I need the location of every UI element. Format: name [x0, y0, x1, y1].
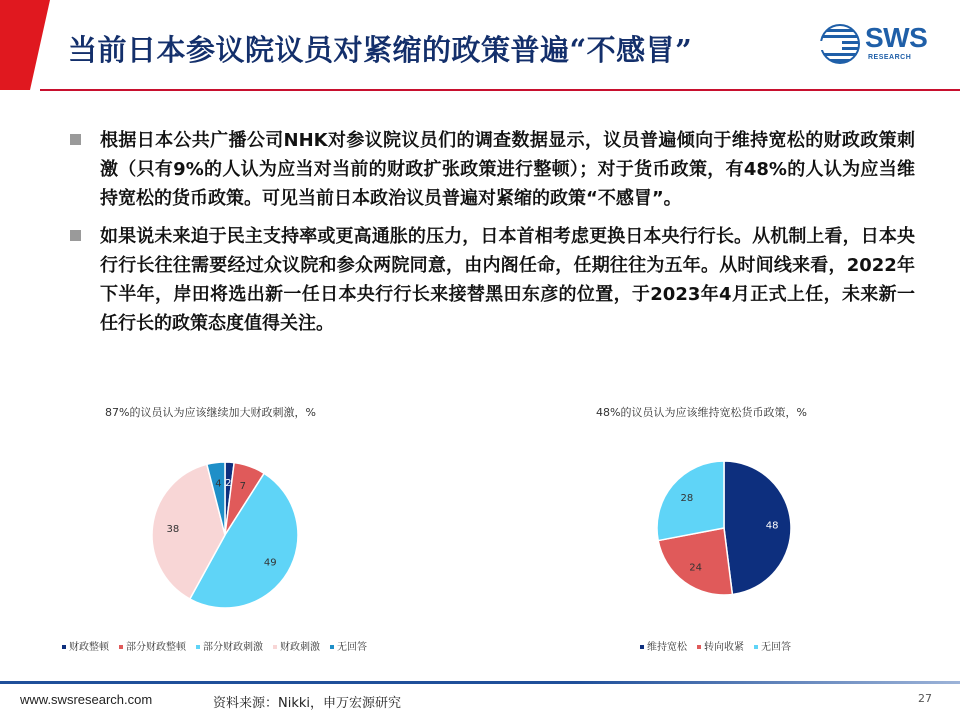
- chart-monetary-legend: [640, 638, 801, 653]
- bullet-text: 如果说未来迫于民主支持率或更高通胀的压力，日本首相考虑更换日本央行行长。从机制上看，日本央行行长往往需要经过众议院和参众两院同意，由内阁任命，任期往往为五年。从时间线来看，2022年下半年，岸田将选出新一任日本央行行长来接替黑田东彦的位置，于2023年4月正式上任，未来新一任行长的政策态度值得关注。: [100, 226, 915, 334]
- legend-label: 财政整顿: [69, 642, 109, 653]
- legend-item-1-0: [640, 638, 687, 653]
- legend-label: 无回答: [761, 642, 791, 653]
- sws-logo: [820, 22, 940, 70]
- legend-item-0-0: [62, 638, 109, 653]
- legend-item-0-3: [273, 638, 320, 653]
- legend-swatch-icon: [119, 645, 123, 649]
- pie-label-0-1: 7: [239, 481, 246, 493]
- pie-label-1-0: 48: [765, 520, 779, 532]
- footer-divider: [0, 681, 960, 684]
- page-title: 当前日本参议院议员对紧缩的政策普遍“不感冒”: [68, 33, 693, 67]
- chart-fiscal-title: 87%的议员认为应该继续加大财政刺激，%: [105, 406, 316, 419]
- pie-label-0-2: 49: [263, 557, 277, 569]
- legend-swatch-icon: [273, 645, 277, 649]
- bullet-square-icon: [70, 134, 81, 145]
- legend-swatch-icon: [640, 645, 644, 649]
- pie-label-0-0: 2: [225, 478, 232, 490]
- legend-label: 部分财政刺激: [203, 642, 263, 653]
- legend-item-0-1: [119, 638, 186, 653]
- logo-subtitle: RESEARCH: [868, 54, 912, 61]
- logo-globe-icon: [820, 22, 860, 66]
- legend-item-0-2: [196, 638, 263, 653]
- legend-label: 无回答: [337, 642, 367, 653]
- legend-item-1-2: [754, 638, 791, 653]
- logo-wordmark: SWS: [865, 22, 928, 53]
- chart-monetary-title: 48%的议员认为应该维持宽松货币政策，%: [596, 406, 807, 419]
- pie-label-1-1: 24: [689, 562, 703, 574]
- pie-label-1-2: 28: [680, 492, 694, 504]
- pie-label-0-3: 38: [166, 523, 180, 535]
- legend-label: 维持宽松: [647, 642, 687, 653]
- legend-label: 财政刺激: [280, 642, 320, 653]
- page-number: 27: [918, 692, 932, 705]
- legend-label: 转向收紧: [704, 642, 744, 653]
- chart-monetary-pie: [655, 459, 793, 597]
- header-divider: [40, 89, 960, 91]
- legend-item-1-1: [697, 638, 744, 653]
- legend-swatch-icon: [196, 645, 200, 649]
- bullet-list: [70, 126, 915, 347]
- legend-swatch-icon: [697, 645, 701, 649]
- pie-label-0-4: 4: [215, 478, 222, 490]
- bullet-item: [70, 222, 915, 338]
- footer-url-link[interactable]: www.swsresearch.com: [20, 692, 153, 707]
- footer-source: 资料来源：Nikki，申万宏源研究: [213, 696, 402, 711]
- chart-fiscal-legend: [62, 638, 377, 653]
- bullet-item: [70, 126, 915, 213]
- legend-swatch-icon: [754, 645, 758, 649]
- pie-slice-1-0: [724, 461, 791, 594]
- legend-label: 部分财政整顿: [126, 642, 186, 653]
- chart-fiscal-pie: [150, 460, 300, 610]
- legend-item-0-4: [330, 638, 367, 653]
- legend-swatch-icon: [62, 645, 66, 649]
- legend-swatch-icon: [330, 645, 334, 649]
- bullet-text: 根据日本公共广播公司NHK对参议院议员们的调查数据显示，议员普遍倾向于维持宽松的财政政策刺激（只有9%的人认为应当对当前的财政扩张政策进行整顿）；对于货币政策，有48%的人认为应当维持宽松的货币政策。可见当前日本政治议员普遍对紧缩的政策“不感冒”。: [100, 130, 915, 209]
- bullet-square-icon: [70, 230, 81, 241]
